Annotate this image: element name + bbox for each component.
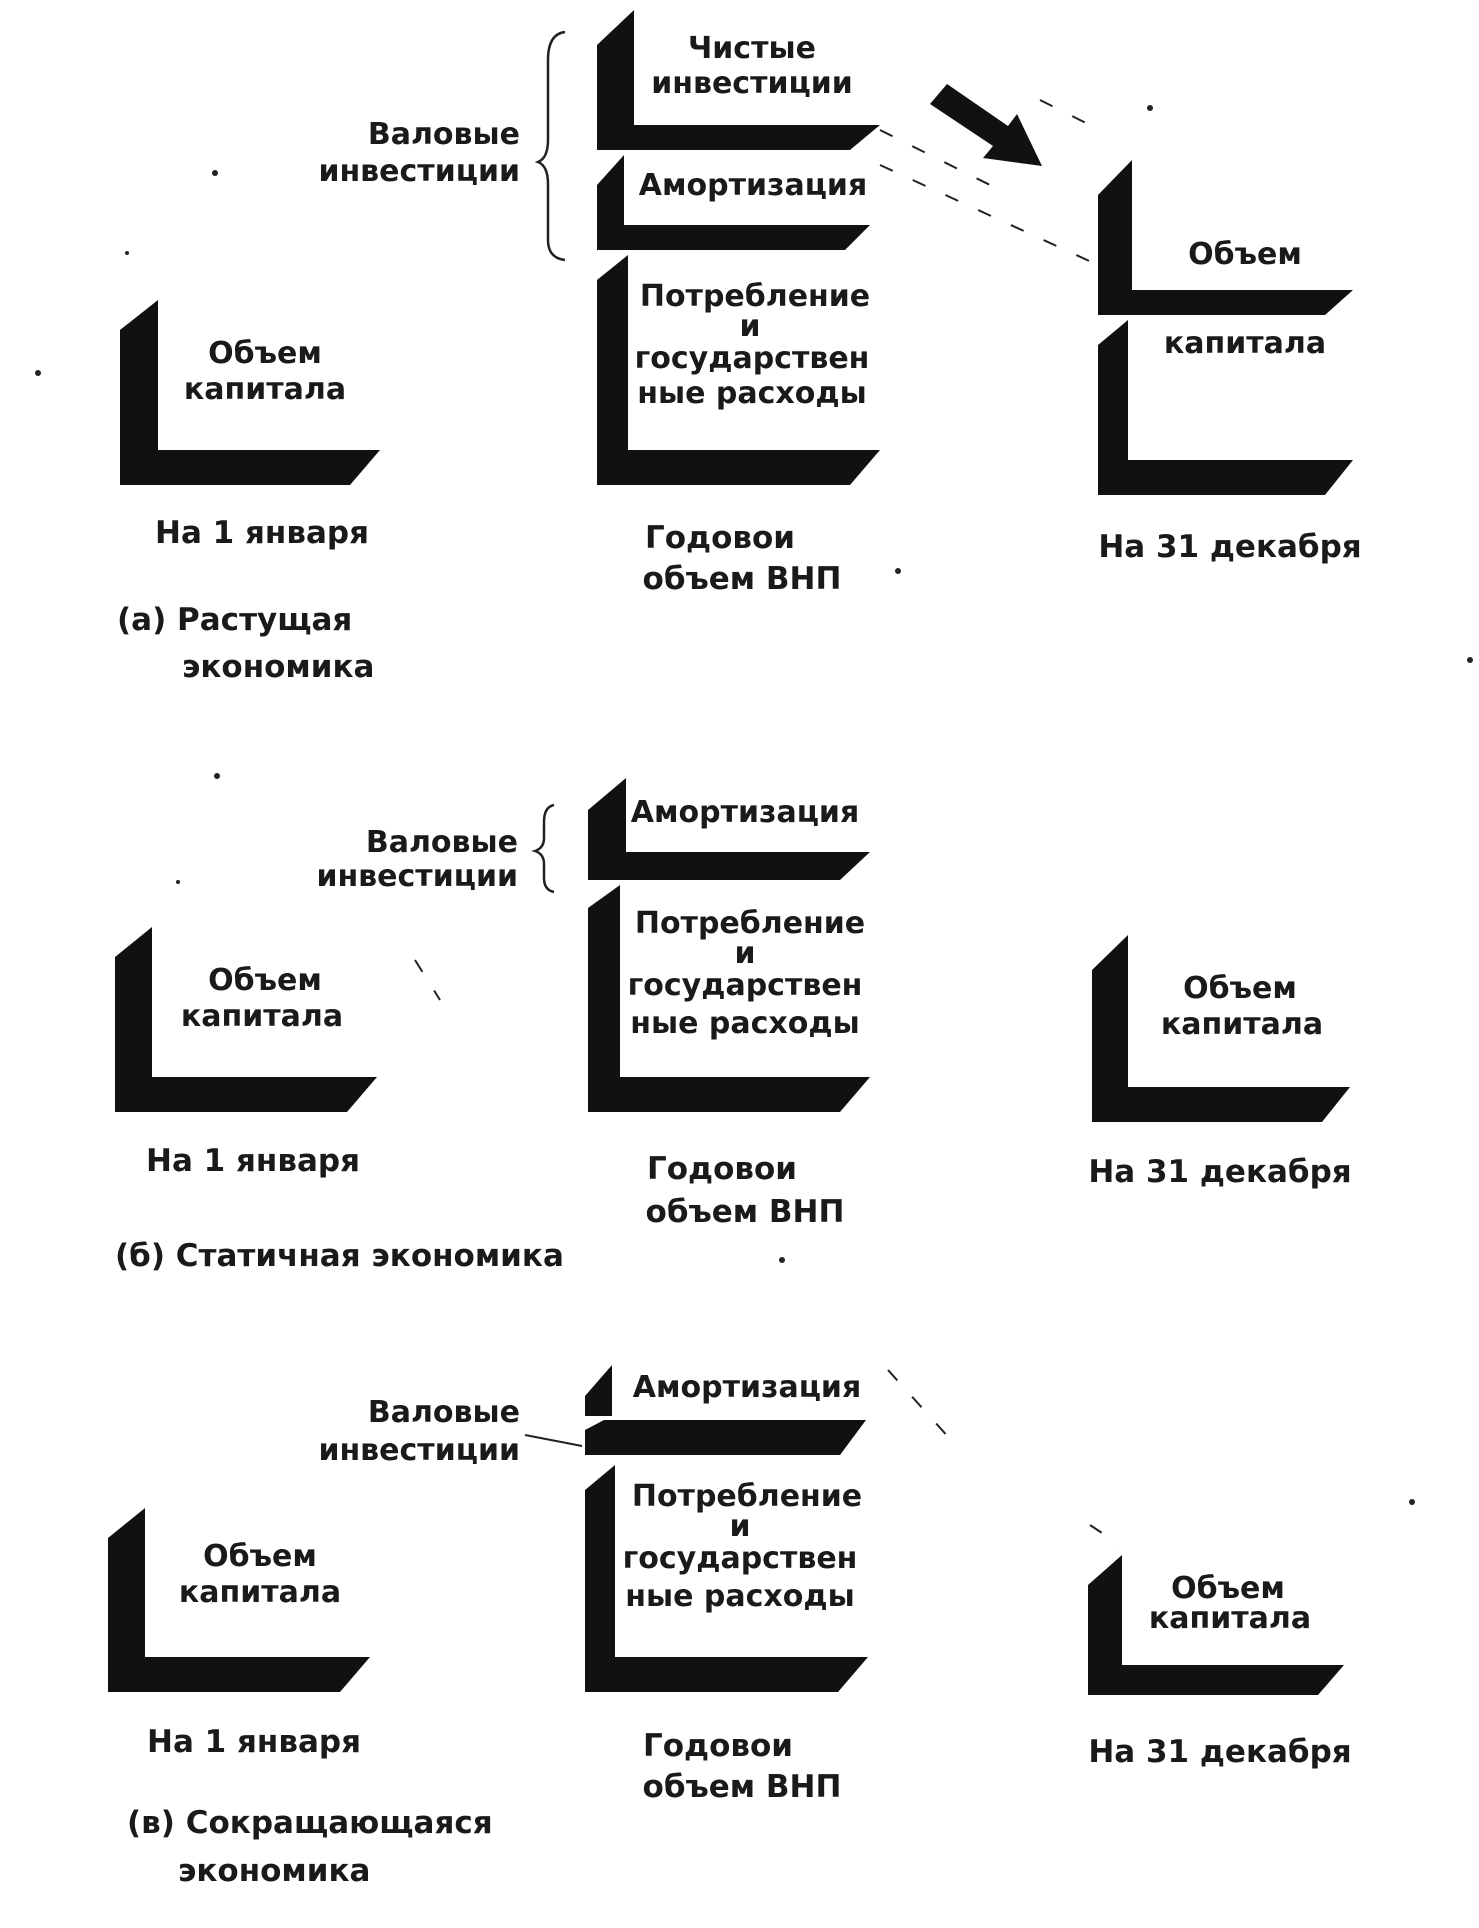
- gnp-stack-c: [585, 1365, 868, 1692]
- gross-investment-label-a-1: Валовые: [367, 117, 520, 152]
- consumption-label-a-2: и: [739, 309, 761, 344]
- consumption-label-b-3: государствен: [627, 968, 863, 1003]
- capital-start-label-b-2: капитала: [180, 999, 344, 1034]
- gross-investment-pointer-c: [525, 1435, 582, 1446]
- gross-investment-label-b-1: Валовые: [365, 825, 518, 860]
- consumption-label-b-2: и: [734, 936, 756, 971]
- gnp-stack-a: [597, 10, 880, 485]
- capital-end-label-b-2: капитала: [1160, 1007, 1324, 1042]
- capital-start-block-c: [108, 1508, 370, 1692]
- caption-gnp-a-2: объем ВНП: [642, 561, 842, 597]
- consumption-label-a-4: ные расходы: [637, 376, 867, 411]
- caption-gnp-c-2: объем ВНП: [642, 1769, 842, 1805]
- depreciation-label-b: Амортизация: [630, 795, 860, 830]
- gnp-stack-b: [588, 778, 870, 1112]
- caption-jan-c: На 1 января: [147, 1724, 361, 1760]
- consumption-label-a-1: Потребление: [639, 279, 871, 314]
- panel-title-a-1: (а) Растущая: [117, 602, 353, 638]
- consumption-label-c-1: Потребление: [631, 1479, 863, 1514]
- capital-end-block-c: [1088, 1555, 1344, 1695]
- panel-a: [117, 10, 1362, 685]
- caption-gnp-c-1: Годовои: [642, 1728, 794, 1764]
- gross-investment-label-b-2: инвестиции: [316, 859, 518, 894]
- panel-title-c-1: (в) Сокращающаяся: [127, 1805, 493, 1841]
- capital-end-block-a: [1098, 160, 1353, 495]
- depreciation-label-a: Амортизация: [638, 168, 868, 203]
- caption-jan-a: На 1 января: [155, 515, 369, 551]
- consumption-label-b-1: Потребление: [634, 906, 866, 941]
- net-investment-label-1: Чистые: [688, 31, 816, 66]
- consumption-label-c-4: ные расходы: [625, 1579, 855, 1614]
- consumption-label-b-4: ные расходы: [630, 1006, 860, 1041]
- depreciation-label-c: Амортизация: [632, 1370, 862, 1405]
- capital-start-label-c-1: Объем: [203, 1539, 317, 1574]
- capital-start-block-a: [120, 300, 380, 485]
- growth-arrow-icon: [930, 84, 1042, 166]
- caption-gnp-b-2: объем ВНП: [645, 1194, 845, 1230]
- capital-start-label-b-1: Объем: [208, 963, 322, 998]
- consumption-label-c-3: государствен: [622, 1541, 858, 1576]
- caption-dec-c: На 31 декабря: [1088, 1734, 1352, 1770]
- gross-investment-label-c-2: инвестиции: [318, 1433, 520, 1468]
- brace-a: [538, 32, 565, 260]
- capital-start-block-b: [115, 927, 377, 1112]
- gross-investment-label-c-1: Валовые: [367, 1395, 520, 1430]
- capital-end-label-c-1: Объем: [1171, 1571, 1285, 1606]
- capital-end-block-b: [1092, 935, 1350, 1122]
- panel-c: [108, 1365, 1352, 1889]
- brace-b: [535, 805, 554, 892]
- caption-dec-b: На 31 декабря: [1088, 1154, 1352, 1190]
- capital-start-label-a-1: Объем: [208, 336, 322, 371]
- capital-end-label-b-1: Объем: [1183, 971, 1297, 1006]
- panel-title-c-2: экономика: [178, 1853, 371, 1889]
- consumption-label-a-3: государствен: [634, 341, 870, 376]
- capital-start-label-a-2: капитала: [183, 372, 347, 407]
- panel-title-b: (б) Статичная экономика: [115, 1238, 564, 1274]
- gross-investment-label-a-2: инвестиции: [318, 154, 520, 189]
- consumption-label-c-2: и: [729, 1509, 751, 1544]
- panel-title-a-2: экономика: [182, 649, 375, 685]
- caption-gnp-b-1: Годовои: [646, 1151, 798, 1187]
- capital-end-label-a-1: Объем: [1188, 237, 1302, 272]
- caption-jan-b: На 1 января: [146, 1143, 360, 1179]
- capital-end-label-c-2: капитала: [1148, 1601, 1312, 1636]
- caption-gnp-a-1: Годовои: [644, 520, 796, 556]
- net-investment-label-2: инвестиции: [651, 66, 853, 101]
- panel-b: [115, 778, 1352, 1274]
- capital-start-label-c-2: капитала: [178, 1575, 342, 1610]
- capital-end-label-a-2: капитала: [1163, 326, 1327, 361]
- caption-dec-a: На 31 декабря: [1098, 529, 1362, 565]
